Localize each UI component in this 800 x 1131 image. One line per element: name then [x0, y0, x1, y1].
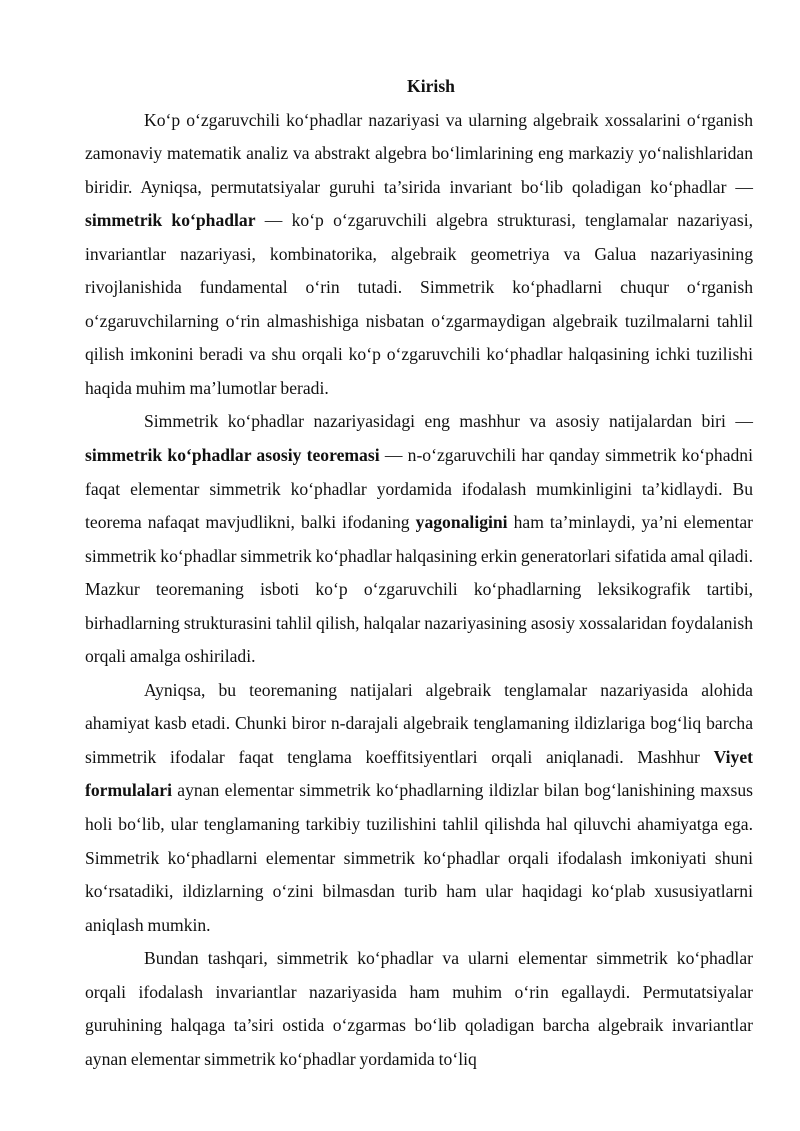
text-run: Ko‘p o‘zgaruvchili ko‘phadlar nazariyasi va ularning algebraik xossalarini o‘rganish zamonaviy matematik analiz va abstrakt algebra bo‘limlarining eng markaziy yo‘nalishlaridan biridir. Ayniqsa, permutatsiyalar guruhi ta’sirida invariant bo‘lib qoladigan ko‘phadlar — [85, 109, 753, 197]
text-run: — ko‘p o‘zgaruvchili algebra strukturasi, tenglamalar nazariyasi, invariantlar nazariyasi, kombinatorika, algebraik geometriya va Galua nazariyasining rivojlanishida fundamental o‘rin tutadi. Simmetrik ko‘phadlarni chuqur o‘rganish o‘zgaruvchilarning o‘rin almashishiga nisbatan o‘zgarmaydigan algebraik tuzilmalarni tahlil qilish imkonini beradi va shu orqali ko‘p o‘zgaruvchili ko‘phadlar halqasining ichki tuzilishi haqida muhim ma’lumotlar beradi. [85, 210, 753, 398]
paragraph [85, 674, 753, 942]
bold-term: simmetrik ko‘phadlar [85, 210, 256, 231]
text-run: Bundan tashqari, simmetrik ko‘phadlar va ularni elementar simmetrik ko‘phadlar orqali ifodalash invariantlar nazariyasida ham muhim o‘rin egallaydi. Permutatsiyalar guruhining halqaga ta’siri ostida o‘zgarmas bo‘lib qoladigan barcha algebraik invariantlar aynan elementar simmetrik ko‘phadlar yordamida to‘liq [85, 948, 753, 1069]
page-title: Kirish [407, 76, 455, 96]
bold-term: yagonaligini [415, 512, 508, 533]
paragraph [85, 104, 753, 406]
bold-term: simmetrik ko‘phadlar asosiy teoremasi [85, 445, 380, 466]
paragraph [85, 405, 753, 673]
text-run: — n-o‘zgaruvchili har qanday simmetrik ko‘phadni faqat elementar simmetrik ko‘phadlar yordamida ifodalash mumkinligini ta’kidlaydi. Bu teorema nafaqat mavjudlikni, balki ifodaning [85, 445, 753, 533]
bold-term: Viyet formulalari [85, 746, 753, 801]
document-body [85, 70, 753, 1076]
text-run: ham ta’minlaydi, ya’ni elementar simmetrik ko‘phadlar simmetrik ko‘phadlar halqasining erkin generatorlari sifatida amal qiladi. Mazkur teoremaning isboti ko‘p o‘zgaruvchili ko‘phadlarning leksikografik tartibi, birhadlarning strukturasini tahlil qilish, halqalar nazariyasining asosiy xossalaridan foydalanish orqali amalga oshiriladi. [85, 512, 754, 667]
text-run: Ayniqsa, bu teoremaning natijalari algebraik tenglamalar nazariyasida alohida ahamiyat kasb etadi. Chunki biror n-darajali algebraik tenglamaning ildizlariga bog‘liq barcha simmetrik ifodalar faqat tenglama koeffitsiyentlari orqali aniqlanadi. Mashhur [85, 679, 753, 767]
text-run: Simmetrik ko‘phadlar nazariyasidagi eng mashhur va asosiy natijalardan biri — [144, 411, 753, 432]
paragraph [85, 942, 753, 1076]
text-run: aynan elementar simmetrik ko‘phadlarning ildizlar bilan bog‘lanishining maxsus holi bo‘lib, ular tenglamaning tarkibiy tuzilishini tahlil qilishda hal qiluvchi ahamiyatga ega. Simmetrik ko‘phadlarni elementar simmetrik ko‘phadlar orqali ifodalash imkoniyati shuni ko‘rsatadiki, ildizlarning o‘zini bilmasdan turib ham ular haqidagi ko‘plab xususiyatlarni aniqlash mumkin. [85, 780, 753, 935]
paragraph-list [85, 104, 753, 1077]
